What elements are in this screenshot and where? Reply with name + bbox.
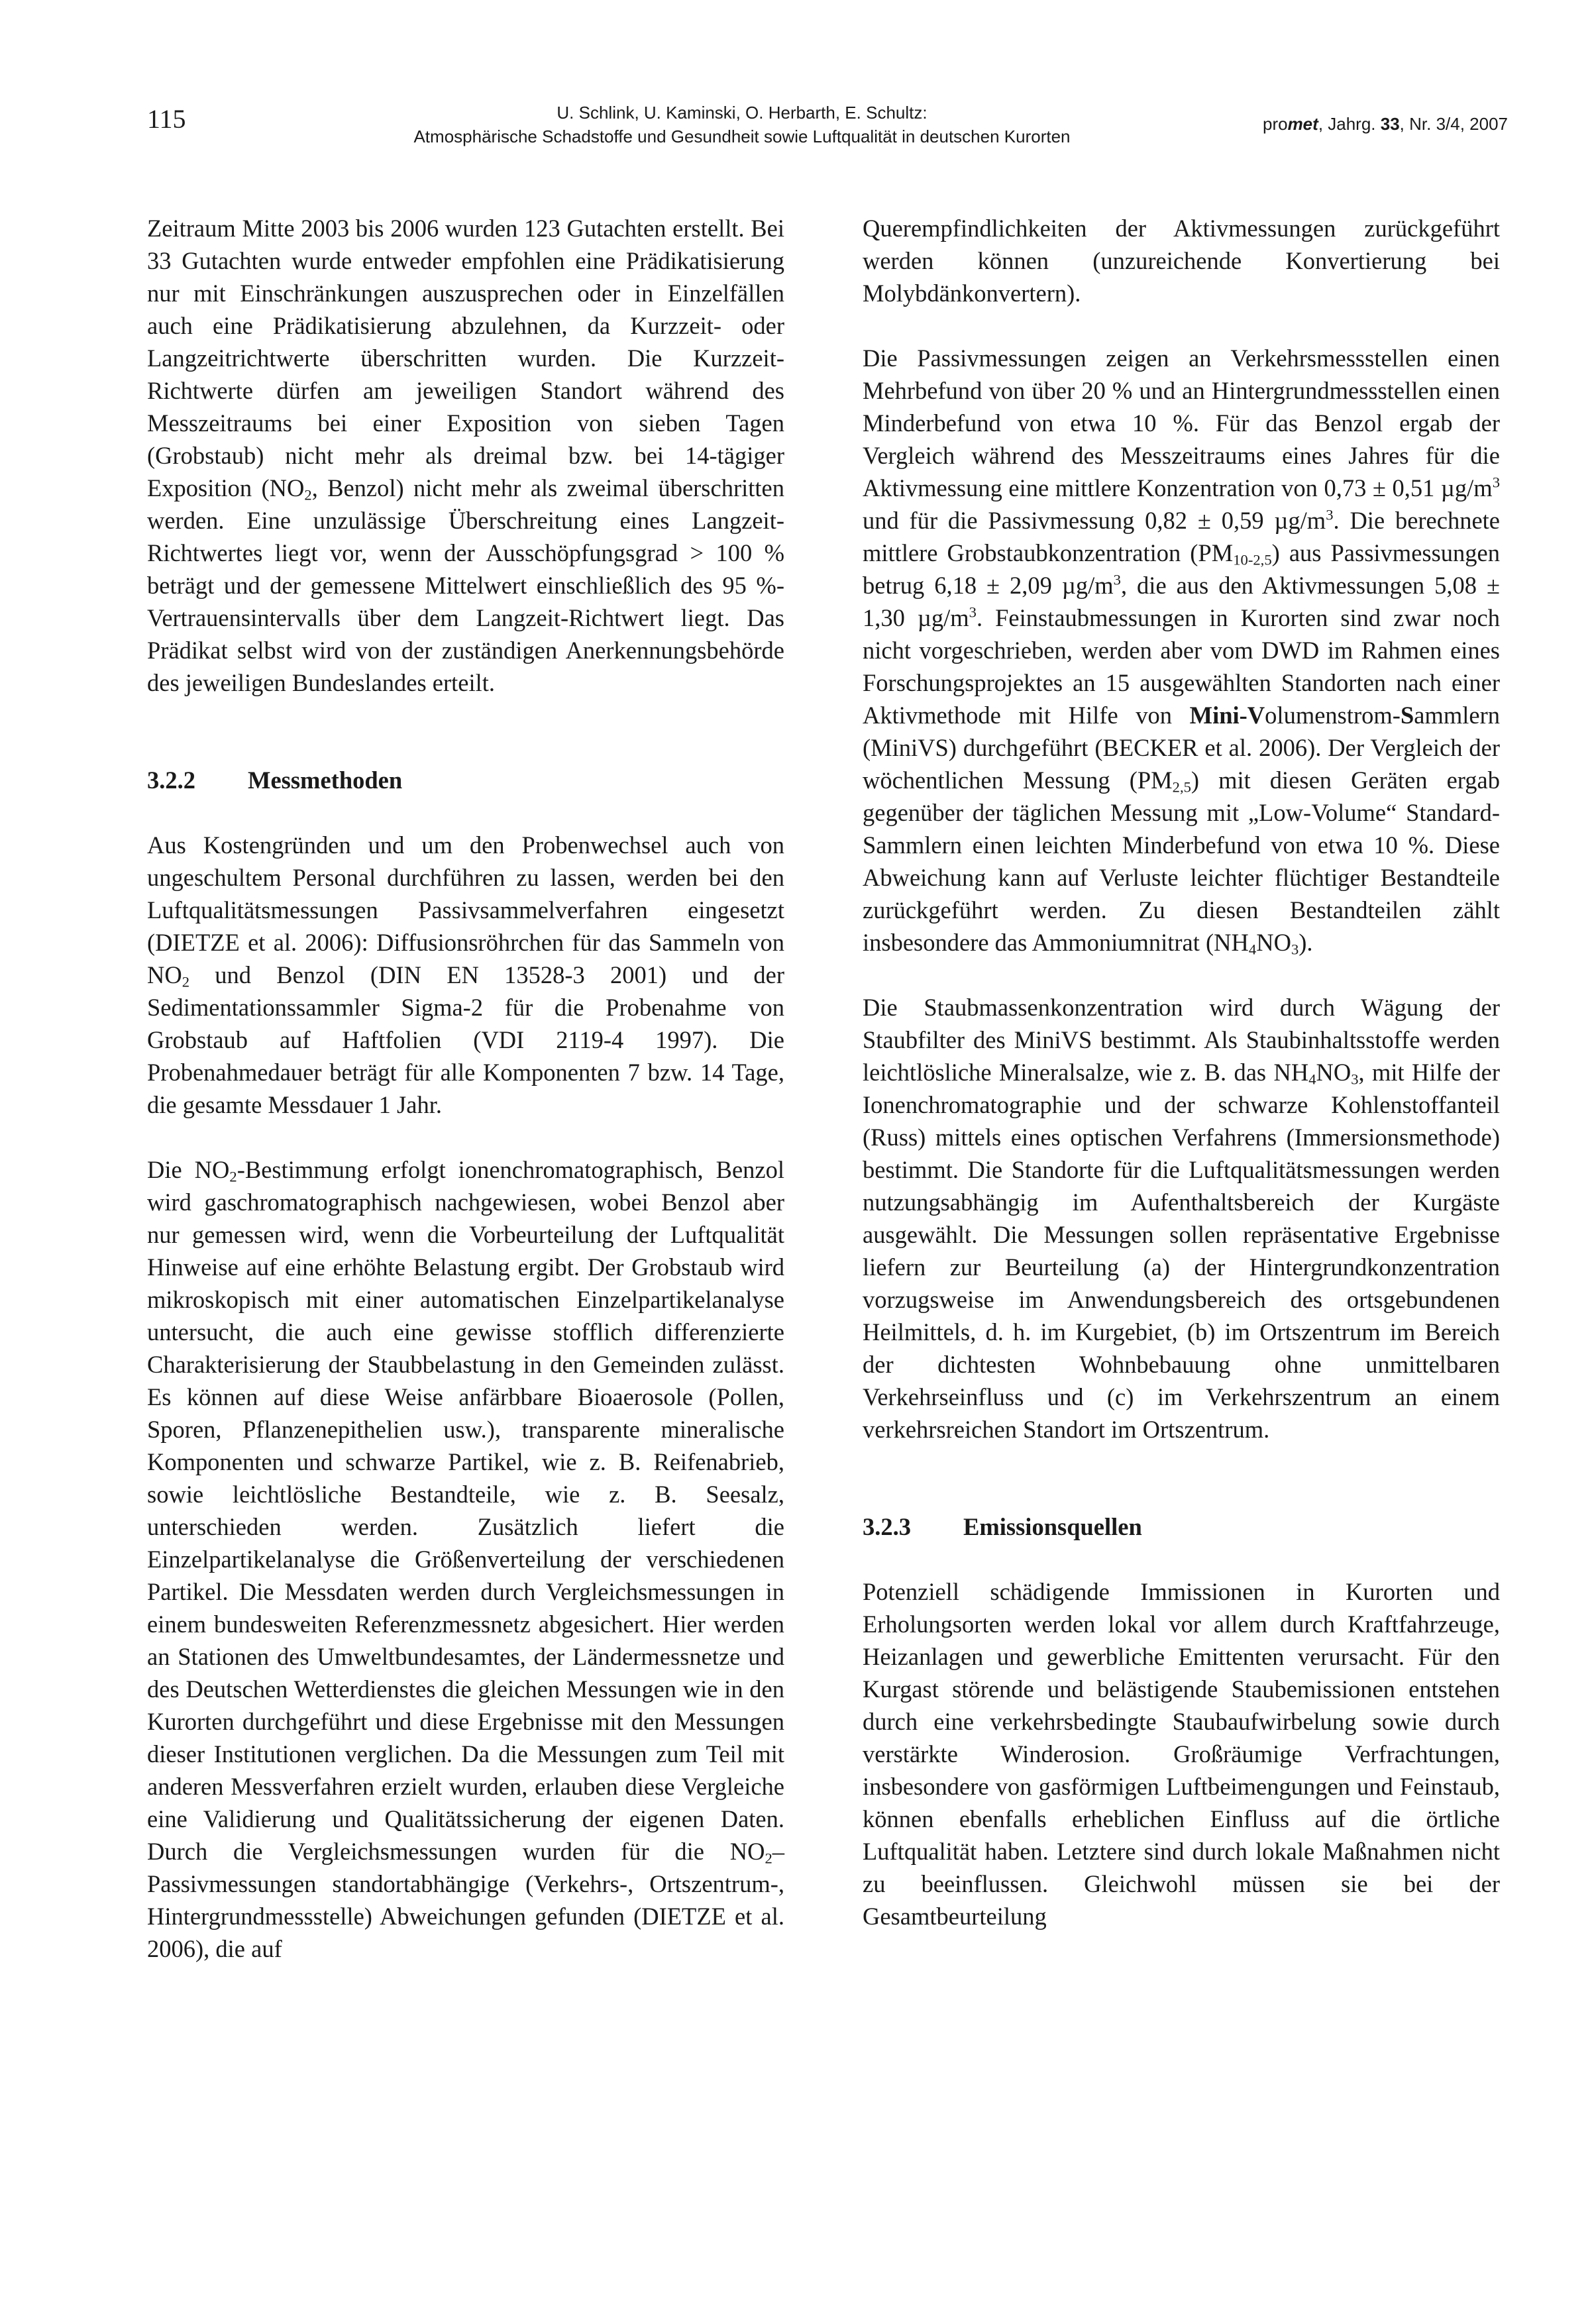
header-authors: U. Schlink, U. Kaminski, O. Herbarth, E. Schultz:: [556, 103, 928, 123]
journal-year: , Jahrg.: [1318, 114, 1381, 134]
section-number: 3.2.2: [147, 766, 195, 794]
paragraph: Die Staubmassenkonzentration wird durch Wägung der Staubfilter des MiniVS bestimmt. Als Staubinhaltsstoffe werden leichtlösliche Mineralsalze, wie z. B. das $NH_4NO_3$, mit Hilfe der Ionenchromatographie und der schwarze Kohlenstoffanteil (Russ) mittels eines optischen Verfahrens (Immersionsmethode) bestimmt. Die Standorte für die Luftqualitätsmessungen werden nutzungsabhängig im Aufenthaltsbereich der Kurgäste ausgewählt. Die Messungen sollen repräsentative Ergebnisse liefern zur Beurteilung (a) der Hintergrundkonzentration vorzugsweise im Anwendungsbereich des ortsgebundenen Heilmittels, d. h. im Kurgebiet, (b) im Ortszentrum im Bereich der dichtesten Wohnbebauung ohne unmittelbaren Verkehrseinfluss und (c) im Verkehrszentrum an einem verkehrsreichen Standort im Ortszentrum.: [863, 994, 1500, 1443]
paragraph: Zeitraum Mitte 2003 bis 2006 wurden 123 Gutachten erstellt. Bei 33 Gutachten wurde entweder empfohlen eine Prädikatisierung nur mit Einschränkungen auszusprechen oder in Einzelfällen auch eine Prädikatisierung abzulehnen, da Kurzzeit- oder Langzeitrichtwerte überschritten wurden. Die Kurzzeit-Richtwerte dürfen am jeweiligen Standort während des Messzeitraums bei einer Exposition von sieben Tagen (Grobstaub) nicht mehr als dreimal bzw. bei 14-tägiger Exposition ($NO_2$, Benzol) nicht mehr als zweimal überschritten werden. Eine unzulässige Überschreitung eines Langzeit-Richtwertes liegt vor, wenn der Ausschöpfungsgrad > 100 % beträgt und der gemessene Mittelwert einschließlich des 95 %-Vertrauensintervalls über dem Langzeit-Richtwert liegt. Das Prädikat selbst wird von der zuständigen Anerkennungsbehörde des jeweiligen Bundeslandes erteilt.: [147, 215, 784, 696]
section-title: Messmethoden: [248, 766, 403, 794]
section-heading: [863, 1510, 1500, 1543]
journal-issue: , Nr. 3/4, 2007: [1399, 114, 1508, 134]
paragraph: Die $NO_2$-Bestimmung erfolgt ionenchromatographisch, Benzol wird gaschromatographisch nachgewiesen, wobei Benzol aber nur gemessen wird, wenn die Vorbeurteilung der Luftqualität Hinweise auf eine erhöhte Belastung ergibt. Der Grobstaub wird mikroskopisch mit einer automatischen Einzelpartikelanalyse untersucht, die auch eine gewisse stofflich differenzierte Charakterisierung der Staubbelastung in den Gemeinden zulässt. Es können auf diese Weise anfärbbare Bioaerosole (Pollen, Sporen, Pflanzenepithelien usw.), transparente mineralische Komponenten und schwarze Partikel, wie z. B. Reifenabrieb, sowie leichtlösliche Bestandteile, wie z. B. Seesalz, unterschieden werden. Zusätzlich liefert die Einzelpartikelanalyse die Größenverteilung der verschiedenen Partikel. Die Messdaten werden durch Vergleichsmessungen in einem bundesweiten Referenzmessnetz abgesichert. Hier werden an Stationen des Umweltbundesamtes, der Ländermessnetze und des Deutschen Wetterdienstes die gleichen Messungen wie in den Kurorten durchgeführt und diese Ergebnisse mit den Messungen dieser Institutionen verglichen. Da die Messungen zum Teil mit anderen Messverfahren erzielt wurden, erlauben diese Vergleiche eine Validierung und Qualitätssicherung der eigenen Daten. Durch die Vergleichsmessungen wurden für die $NO_2$–Passivmessungen standortabhängige (Verkehrs-, Ortszentrum-, Hintergrundmessstelle) Abweichungen gefunden (DIETZE et al. 2006), die auf: [147, 1156, 784, 1962]
journal-name-prefix: pro: [1262, 114, 1288, 134]
journal-volume: 33: [1380, 114, 1400, 134]
header-title: Atmosphärische Schadstoffe und Gesundheit sowie Luftqualität in deutschen Kurorten: [413, 127, 1071, 146]
section-heading: [147, 764, 784, 796]
journal-name-met: met: [1287, 114, 1318, 134]
paragraph: Querempfindlichkeiten der Aktivmessungen zurückgeführt werden können (unzureichende Konvertierung bei Molybdänkonvertern).: [863, 215, 1500, 307]
journal-citation: [1263, 114, 1508, 134]
paragraph: Die Passivmessungen zeigen an Verkehrsmessstellen einen Mehrbefund von über 20 % und an Hintergrundmessstellen einen Minderbefund von etwa 10 %. Für das Benzol ergab der Vergleich während des Messzeitraums eines Jahres für die Aktivmessung eine mittlere Konzentration von 0,73 ± 0,51 $\mu g/m^3$ und für die Passivmessung 0,82 ± 0,59 $\mu g/m^3$. Die berechnete mittlere Grobstaubkonzentration $(PM_{10-2,5})$ aus Passivmessungen betrug 6,18 ± 2,09 $\mu g/m^3$, die aus den Aktivmessungen 5,08 ± 1,30 $\mu g/m^3$. Feinstaubmessungen in Kurorten sind zwar noch nicht vorgeschrieben, werden aber vom DWD im Rahmen eines Forschungsprojektes an 15 ausgewählten Standorten nach einer Aktivmethode mit Hilfe von Mini-Volumenstrom-Sammlern (MiniVS) durchgeführt (BECKER et al. 2006). Der Vergleich der wöchentlichen Messung $(PM_{2,5})$ mit diesen Geräten ergab gegenüber der täglichen Messung mit „Low-Volume“ Standard-Sammlern einen leichten Minderbefund von etwa 10 %. Diese Abweichung kann auf Verluste leichter flüchtiger Bestandteile zurückgeführt werden. Zu diesen Bestandteilen zählt insbesondere das Ammoniumnitrat $(NH_4NO_3)$.: [863, 344, 1501, 958]
paragraph: Potenziell schädigende Immissionen in Kurorten und Erholungsorten werden lokal vor allem durch Kraftfahrzeuge, Heizanlagen und gewerbliche Emittenten verursacht. Für den Kurgast störende und belästigende Staubemissionen entstehen durch eine verkehrsbedingte Staubaufwirbelung sowie durch verstärkte Winderosion. Großräumige Verfrachtungen, insbesondere von gasförmigen Luftbeimengungen und Feinstaub, können ebenfalls erheblichen Einfluss auf die örtliche Luftqualität haben. Letztere sind durch lokale Maßnahmen nicht zu beeinflussen. Gleichwohl müssen sie bei der Gesamtbeurteilung: [863, 1578, 1500, 1930]
paragraph: Aus Kostengründen und um den Probenwechsel auch von ungeschultem Personal durchführen zu lassen, werden bei den Luftqualitätsmessungen Passivsammelverfahren eingesetzt (DIETZE et al. 2006): Diffusionsröhrchen für das Sammeln von $NO_2$ und Benzol (DIN EN 13528-3 2001) und der Sedimentationssammler Sigma-2 für die Probenahme von Grobstaub auf Haftfolien (VDI 2119-4 1997). Die Probenahmedauer beträgt für alle Komponenten 7 bzw. 14 Tage, die gesamte Messdauer 1 Jahr.: [147, 831, 784, 1118]
right-column: [863, 212, 1500, 1932]
section-title: Emissionsquellen: [963, 1513, 1142, 1540]
running-header: [252, 101, 1232, 148]
left-column: [147, 212, 784, 1965]
section-number: 3.2.3: [863, 1513, 911, 1540]
page-number: 115: [147, 104, 186, 134]
